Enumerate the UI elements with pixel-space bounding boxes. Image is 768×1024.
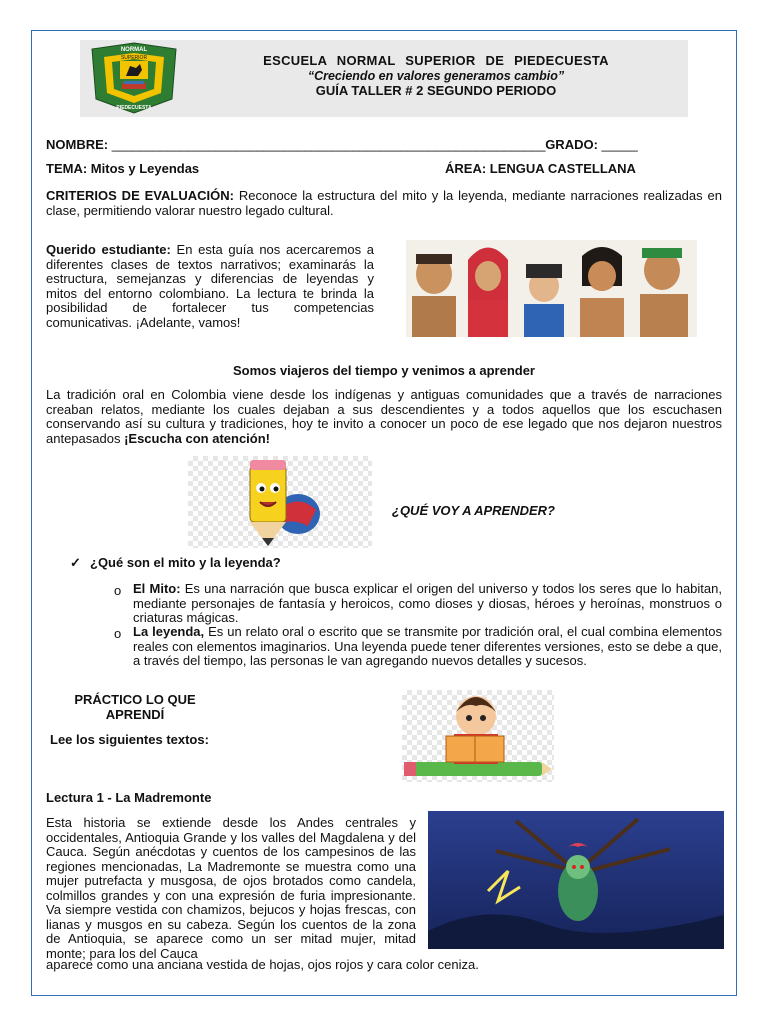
intro-text: En esta guía nos acercaremos a diferentes clases de textos narrativos; examinarás la estructura, semejanzas y diferencias de leyendas y mitos del entorno colombiano. La lectura te brinda la posibilidad de fortalecer tus competencias comunicativas. ¡Adelante, vamos!	[46, 242, 374, 330]
mito-paragraph	[133, 582, 722, 626]
school-motto: “Creciendo en valores generamos cambio”	[307, 69, 565, 83]
bullet-icon: o	[114, 583, 122, 598]
tema-row	[46, 162, 199, 177]
area-label: ÁREA:	[445, 161, 487, 176]
school-name: ESCUELA NORMAL SUPERIOR DE PIEDECUESTA	[263, 53, 609, 68]
indigenous-people-image	[406, 240, 697, 337]
leyenda-text: Es un relato oral o escrito que se transmite por tradición oral, el cual combina elementos reales con elementos imaginarios. Una leyenda puede tener diferentes versiones, esto se debe a que, a través del tiempo, las personas le van agregando nuevos detalles y sucesos.	[133, 624, 722, 668]
practico-instruction: Lee los siguientes textos:	[50, 732, 209, 747]
guide-title: GUÍA TALLER # 2 SEGUNDO PERIODO	[315, 83, 557, 98]
intro-label: Querido estudiante:	[46, 242, 171, 257]
grado-field[interactable]: _____	[601, 137, 638, 152]
section1-text: La tradición oral en Colombia viene desde los indígenas y antiguas comunidades que a través de narraciones creaban relatos, mediante los cuales dejaban a sus descendientes y a todos aquellos que los escuchasen conservando así su cultura y tradiciones, hoy te invito a conocer un poco de ese legado que nos dejaron nuestros antepasados	[46, 387, 722, 446]
criterios-text: Reconoce la estructura del mito y la leyenda, mediante narraciones realizadas en clase, permitiendo valorar nuestro legado cultural.	[46, 188, 722, 218]
criterios-paragraph	[46, 189, 722, 218]
section1-text-bold: ¡Escucha con atención!	[124, 430, 270, 446]
leyenda-label: La leyenda,	[133, 624, 205, 639]
boy-reading-image	[402, 690, 554, 782]
svg-text:PIEDECUESTA: PIEDECUESTA	[116, 105, 152, 111]
practico-title: PRÁCTICO LO QUE APRENDÍ	[74, 692, 196, 722]
svg-text:SUPERIOR: SUPERIOR	[120, 55, 148, 61]
mito-text: Es una narración que busca explicar el origen del universo y todos los seres que lo habitan, mediante personajes de fantasía y heroicos, como dioses y diosas, héroes y heroínas, monstruos o criaturas mágicas.	[133, 581, 722, 625]
check-icon: ✓	[70, 555, 81, 570]
pencil-character-image	[188, 456, 372, 548]
nombre-label: NOMBRE:	[46, 137, 109, 152]
tema-label: TEMA:	[46, 161, 88, 176]
section1-title: Somos viajeros del tiempo y venimos a aprender	[233, 363, 535, 378]
lectura1-title: Lectura 1 - La Madremonte	[46, 790, 212, 805]
school-logo-icon	[88, 41, 180, 115]
aprender-question: ¿Qué son el mito y la leyenda?	[90, 555, 281, 570]
intro-paragraph	[46, 243, 374, 330]
nombre-field[interactable]: _______________________________________________________________	[111, 137, 546, 152]
criterios-label: CRITERIOS DE EVALUACIÓN:	[46, 188, 234, 203]
area-row	[445, 162, 636, 177]
area-value: LENGUA CASTELLANA	[489, 161, 636, 176]
leyenda-paragraph	[133, 625, 722, 669]
nombre-row	[46, 138, 638, 153]
aprender-title: ¿QUÉ VOY A APRENDER?	[392, 503, 556, 518]
lectura1-paragraph: Esta historia se extiende desde los Andes centrales y occidentales, Antioquia Grande y los valles del Magdalena y del Cauca. Según anécdotas y cuentos de los campesinos de las regiones mencionadas, La Madremonte se muestra como una mujer putrefacta y musgosa, de ojos brotados como candela, colmillos grandes y con una expresión de furia impresionante. Va siempre vestida con chamizos, bejucos y hojas frescas, con lianas y musgos en su cabeza. Según los cuentos de la zona de Antioquia, se aparece como un ser mitad mujer, mitad monte; para los del Cauca	[46, 815, 416, 961]
svg-text:NORMAL: NORMAL	[120, 47, 148, 53]
tema-value: Mitos y Leyendas	[90, 161, 200, 176]
section1-paragraph	[46, 388, 722, 446]
grado-label: GRADO:	[545, 137, 598, 152]
mito-label: El Mito:	[133, 581, 181, 596]
bullet-icon: o	[114, 626, 122, 641]
madremonte-image	[428, 811, 724, 949]
lectura1-last-line: aparece como una anciana vestida de hojas, ojos rojos y cara color ceniza.	[46, 957, 479, 972]
